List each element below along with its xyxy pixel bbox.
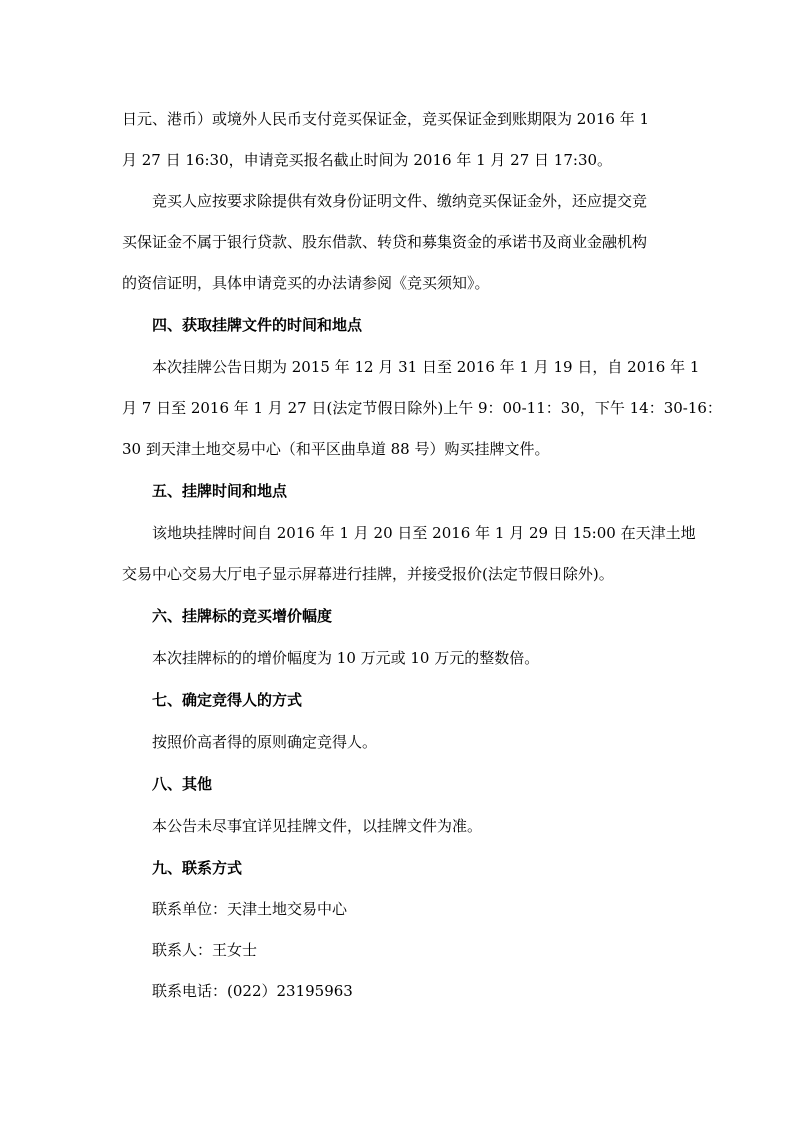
paragraph-announcement-line-1: 本次挂牌公告日期为 2015 年 12 月 31 日至 2016 年 1 月 19 日，自 2016 年 1 xyxy=(152,358,700,376)
paragraph-announcement-line-2: 月 7 日至 2016 年 1 月 27 日(法定节假日除外)上午 9：00-11：30，下午 14：30-16： xyxy=(122,399,722,417)
paragraph-requirements-line-2: 买保证金不属于银行贷款、股东借款、转贷和募集资金的承诺书及商业金融机构 xyxy=(122,233,648,251)
section-heading-8: 八、其他 xyxy=(152,775,213,793)
paragraph-listing-time-line-1: 该地块挂牌时间自 2016 年 1 月 20 日至 2016 年 1 月 29 日 15:00 在天津土地 xyxy=(152,524,696,542)
section-heading-5: 五、挂牌时间和地点 xyxy=(152,482,288,500)
contact-phone: 联系电话：(022）23195963 xyxy=(152,982,353,1000)
paragraph-requirements-line-1: 竞买人应按要求除提供有效身份证明文件、缴纳竞买保证金外，还应提交竞 xyxy=(152,192,648,210)
section-heading-4: 四、获取挂牌文件的时间和地点 xyxy=(152,316,363,334)
paragraph-deposit-line-2: 月 27 日 16:30，申请竞买报名截止时间为 2016 年 1 月 27 日 17:30。 xyxy=(122,151,613,169)
section-heading-6: 六、挂牌标的竞买增价幅度 xyxy=(152,607,333,625)
paragraph-increment: 本次挂牌标的的增价幅度为 10 万元或 10 万元的整数倍。 xyxy=(152,649,540,667)
contact-person: 联系人：王女士 xyxy=(152,941,258,959)
section-heading-7: 七、确定竞得人的方式 xyxy=(152,691,303,709)
paragraph-listing-time-line-2: 交易中心交易大厅电子显示屏幕进行挂牌，并接受报价(法定节假日除外)。 xyxy=(122,565,614,583)
paragraph-deposit-line-1: 日元、港币）或境外人民币支付竞买保证金，竞买保证金到账期限为 2016 年 1 xyxy=(122,110,650,128)
paragraph-requirements-line-3: 的资信证明，具体申请竞买的办法请参阅《竞买须知》。 xyxy=(122,274,490,292)
paragraph-announcement-line-3: 30 到天津土地交易中心（和平区曲阜道 88 号）购买挂牌文件。 xyxy=(122,440,550,458)
paragraph-winner-rule: 按照价高者得的原则确定竞得人。 xyxy=(152,733,378,751)
contact-unit: 联系单位：天津土地交易中心 xyxy=(152,900,348,918)
section-heading-9: 九、联系方式 xyxy=(152,859,243,877)
paragraph-other: 本公告未尽事宜详见挂牌文件，以挂牌文件为准。 xyxy=(152,817,483,835)
